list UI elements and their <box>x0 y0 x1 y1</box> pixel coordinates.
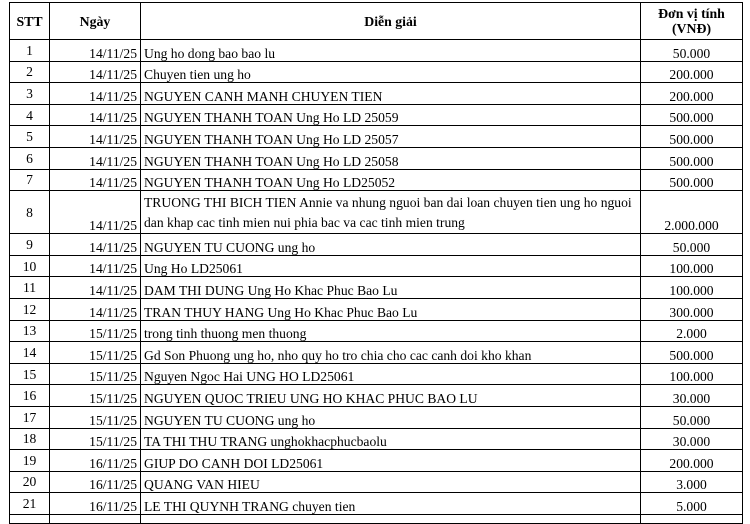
cell-stt: 5 <box>10 126 50 148</box>
cell-date: 14/11/25 <box>50 277 141 299</box>
table-row <box>10 428 743 450</box>
cell-description: NGUYEN TU CUONG ung ho <box>141 406 641 428</box>
cell-amount: 500.000 <box>641 104 743 126</box>
donation-ledger-table <box>9 2 743 524</box>
cell-stt: 21 <box>10 493 50 515</box>
cell-amount: 100.000 <box>641 255 743 277</box>
cell-description: TRAN THUY HANG Ung Ho Khac Phuc Bao Lu <box>141 298 641 320</box>
cell-description: NGUYEN QUOC TRIEU UNG HO KHAC PHUC BAO LU <box>141 385 641 407</box>
cell-amount: 100.000 <box>641 277 743 299</box>
cell-date: 16/11/25 <box>50 450 141 472</box>
cell-amount: 5.000 <box>641 493 743 515</box>
header-date: Ngày <box>50 3 141 40</box>
table-row <box>10 191 743 234</box>
cell-stt: 7 <box>10 169 50 191</box>
cell-date: 14/11/25 <box>50 255 141 277</box>
header-amount <box>641 3 743 40</box>
cell-stt: 17 <box>10 406 50 428</box>
cell-date: 16/11/25 <box>50 471 141 493</box>
table-row <box>10 385 743 407</box>
cell-description: trong tinh thuong men thuong <box>141 320 641 342</box>
cell-date: 15/11/25 <box>50 428 141 450</box>
cell-amount: 500.000 <box>641 147 743 169</box>
table-row <box>10 83 743 105</box>
cell-description: DAM THI DUNG Ung Ho Khac Phuc Bao Lu <box>141 277 641 299</box>
cell-description: QUANG VAN HIEU <box>141 471 641 493</box>
cell-date: 14/11/25 <box>50 61 141 83</box>
cell-stt: 3 <box>10 83 50 105</box>
cell-date: 14/11/25 <box>50 234 141 256</box>
table-row <box>10 277 743 299</box>
cell-description: Chuyen tien ung ho <box>141 61 641 83</box>
cell-date: 14/11/25 <box>50 191 141 234</box>
table-row <box>10 147 743 169</box>
cell-stt: 11 <box>10 277 50 299</box>
cell-amount: 30.000 <box>641 385 743 407</box>
cell-date: 14/11/25 <box>50 40 141 62</box>
ledger-body <box>10 40 743 524</box>
header-row <box>10 3 743 40</box>
cell-date: 15/11/25 <box>50 320 141 342</box>
cell-amount: 200.000 <box>641 83 743 105</box>
cell-description: GIUP DO CANH DOI LD25061 <box>141 450 641 472</box>
table-row <box>10 342 743 364</box>
cell-stt: 20 <box>10 471 50 493</box>
table-row <box>10 471 743 493</box>
cell-amount: 500.000 <box>641 126 743 148</box>
cell-amount: 100.000 <box>641 363 743 385</box>
cell-date: 15/11/25 <box>50 342 141 364</box>
cell-stt: 9 <box>10 234 50 256</box>
header-stt: STT <box>10 3 50 40</box>
cell-amount: 200.000 <box>641 450 743 472</box>
table-row <box>10 406 743 428</box>
cell-description: TA THI THU TRANG unghokhacphucbaolu <box>141 428 641 450</box>
table-row <box>10 363 743 385</box>
cell-amount: 50.000 <box>641 406 743 428</box>
cell-description: NGUYEN THANH TOAN Ung Ho LD 25058 <box>141 147 641 169</box>
cell-description: Nguyen Ngoc Hai UNG HO LD25061 <box>141 363 641 385</box>
cell-amount: 200.000 <box>641 61 743 83</box>
table-row <box>10 40 743 62</box>
cell-amount: 50.000 <box>641 234 743 256</box>
table-row <box>10 169 743 191</box>
cell-description: NGUYEN THANH TOAN Ung Ho LD25052 <box>141 169 641 191</box>
table-row <box>10 450 743 472</box>
cell-amount: 500.000 <box>641 342 743 364</box>
cell-date: 14/11/25 <box>50 126 141 148</box>
cell-stt: 4 <box>10 104 50 126</box>
cell-date: 14/11/25 <box>50 298 141 320</box>
cell-stt: 14 <box>10 342 50 364</box>
cell-amount: 2.000 <box>641 320 743 342</box>
cell-stt: 1 <box>10 40 50 62</box>
cell-description: NGUYEN THANH TOAN Ung Ho LD 25059 <box>141 104 641 126</box>
cell-stt: 19 <box>10 450 50 472</box>
table-row <box>10 320 743 342</box>
cell-stt: 13 <box>10 320 50 342</box>
header-amount-unit: Đơn vị tính <box>658 6 725 21</box>
cell-stt: 2 <box>10 61 50 83</box>
cell-stt: 12 <box>10 298 50 320</box>
header-description: Diễn giải <box>141 3 641 40</box>
cell-date: 16/11/25 <box>50 493 141 515</box>
table-row <box>10 298 743 320</box>
cell-amount: 500.000 <box>641 169 743 191</box>
table-row <box>10 234 743 256</box>
cell-stt: 18 <box>10 428 50 450</box>
cell-date: 14/11/25 <box>50 147 141 169</box>
cell-date: 14/11/25 <box>50 169 141 191</box>
table-row <box>10 255 743 277</box>
cell-stt: 10 <box>10 255 50 277</box>
cell-description: NGUYEN THANH TOAN Ung Ho LD 25057 <box>141 126 641 148</box>
cell-amount: 30.000 <box>641 428 743 450</box>
cell-description: Ung ho dong bao bao lu <box>141 40 641 62</box>
cell-date: 15/11/25 <box>50 385 141 407</box>
cell-stt: 6 <box>10 147 50 169</box>
cell-amount: 2.000.000 <box>641 191 743 234</box>
cell-date: 15/11/25 <box>50 406 141 428</box>
table-row <box>10 104 743 126</box>
table-row <box>10 126 743 148</box>
cell-description: Ung Ho LD25061 <box>141 255 641 277</box>
cell-date: 14/11/25 <box>50 104 141 126</box>
cell-amount: 50.000 <box>641 40 743 62</box>
header-amount-currency: (VNĐ) <box>671 21 712 36</box>
table-row <box>10 493 743 515</box>
cell-stt: 15 <box>10 363 50 385</box>
cell-stt: 16 <box>10 385 50 407</box>
cell-date: 14/11/25 <box>50 83 141 105</box>
cell-date: 15/11/25 <box>50 363 141 385</box>
table-row <box>10 61 743 83</box>
cell-description: NGUYEN CANH MANH CHUYEN TIEN <box>141 83 641 105</box>
cell-description: LE THI QUYNH TRANG chuyen tien <box>141 493 641 515</box>
cell-amount: 300.000 <box>641 298 743 320</box>
cell-stt: 8 <box>10 191 50 234</box>
cell-description: NGUYEN TU CUONG ung ho <box>141 234 641 256</box>
cell-amount: 3.000 <box>641 471 743 493</box>
cell-description: Gd Son Phuong ung ho, nho quy ho tro chia cho cac canh doi kho khan <box>141 342 641 364</box>
cell-description: TRUONG THI BICH TIEN Annie va nhung nguoi ban dai loan chuyen tien ung ho nguoi dan khap cac tinh mien nui phia bac va cac tinh mien trung <box>141 191 641 234</box>
